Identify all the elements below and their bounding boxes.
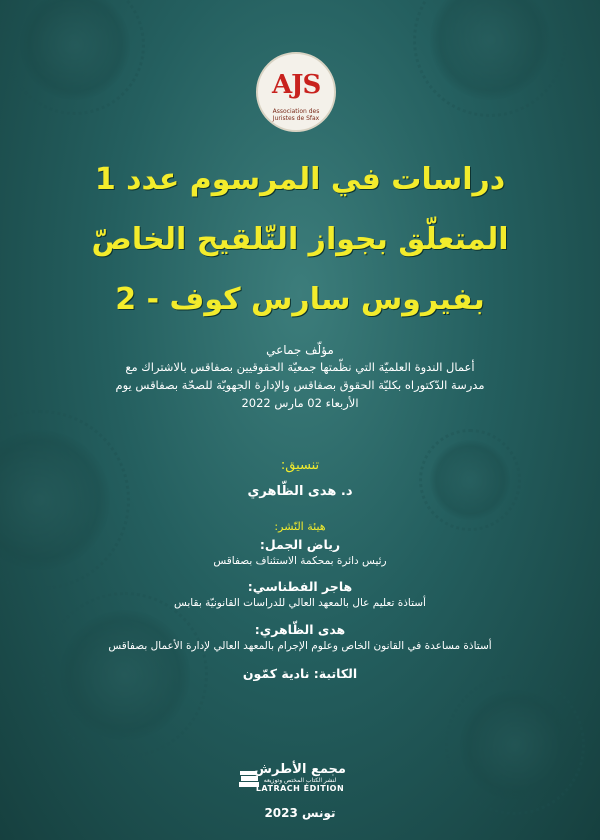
logo-ring-text: Association des Juristes de Sfax (272, 108, 320, 122)
coordinator-name: د. هدى الظّاهري (247, 484, 353, 499)
logo-mark: AJS (272, 70, 321, 100)
title-line: دراسات في المرسوم عدد 1 (94, 162, 506, 197)
publisher-subtitle: لنشر الكتاب المختص وتوزيعه (263, 777, 337, 784)
coordination-label: تنسيق: (280, 458, 320, 473)
board-member-role: رئيس دائرة بمحكمة الاستئناف بصفاقس (213, 555, 387, 567)
publication-place-year: تونس 2023 (264, 806, 336, 820)
publisher-name-ar: مجمع الأطرش (254, 762, 346, 777)
authors-note: مؤلّف جماعي (266, 343, 334, 357)
description-line: مدرسة الدّكتوراه بكليّة الحقوق بصفاقس والإدارة الجهويّة للصحّة بصفاقس يوم (115, 378, 485, 392)
board-member-role: أستاذة مساعدة في القانون الخاص وعلوم الإجرام بالمعهد العالي لإدارة الأعمال بصفاقس (108, 640, 492, 652)
board-member-name: رياض الجمل: (259, 537, 341, 552)
association-logo (256, 52, 336, 132)
book-title (40, 150, 560, 330)
description-line: أعمال الندوة العلميّة التي نظّمتها جمعيّة الحقوقيين بصفاقس بالاشتراك مع (125, 360, 475, 374)
title-line: بفيروس سارس كوف - 2 (115, 282, 485, 317)
publisher-name-en: LATRACH ÉDITION (255, 784, 345, 793)
board-member-name: هاجر الفطناسي: (247, 579, 353, 594)
publisher-logo (240, 762, 360, 793)
event-description (30, 358, 570, 412)
title-line: المتعلّق بجواز التّلقيح الخاصّ (91, 222, 509, 257)
virus-decoration (460, 690, 570, 800)
virus-decoration (430, 0, 550, 100)
virus-decoration (20, 0, 130, 100)
editorial-board-label: هيئة النّشر: (274, 520, 326, 533)
writer-credit: الكاتبة: نادية كمّون (242, 666, 358, 681)
virus-decoration (430, 440, 510, 520)
board-member-name: هدى الظّاهري: (254, 622, 346, 637)
description-line: الأربعاء 02 مارس 2022 (241, 396, 359, 410)
board-member-role: أستاذة تعليم عال بالمعهد العالي للدراسات القانونيّة بقابس (174, 597, 426, 609)
